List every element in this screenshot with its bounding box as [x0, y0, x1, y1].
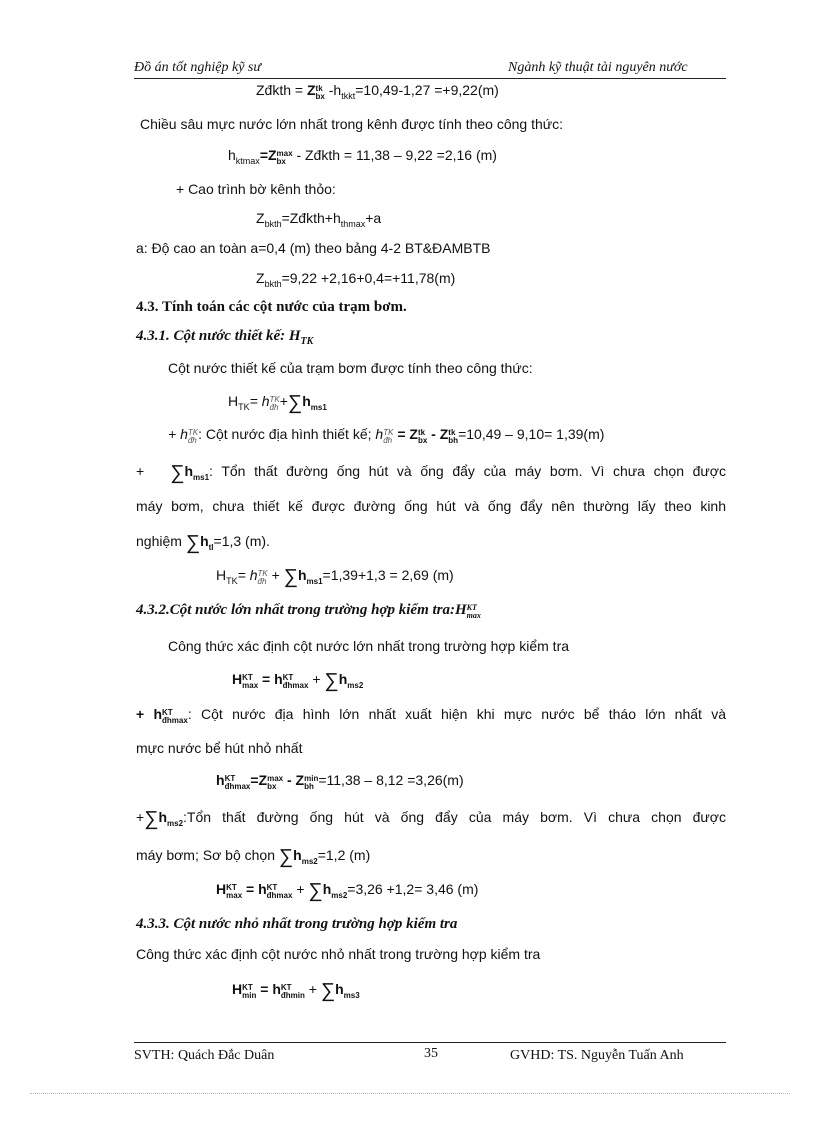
formula-hktmax: $h_{ktmax}=Z$ max bx - Zđkth = 11,38 – 9,22 =2,16 (m): [228, 147, 497, 166]
formula-htk-value: $H_{TK}= h$ TK đh + $\sum h_{ms1}=1,39+1,3 = 2,69$ (m): [216, 566, 454, 588]
sum-icon: ∑: [185, 532, 201, 554]
paragraph-line: mực nước bể hút nhỏ nhất: [136, 740, 303, 756]
formula-hkt-max-value: H KT max = h KT đhmax + $\sum h_{ms2}=3,26 +1,2= 3,46$ (m): [216, 880, 479, 902]
paragraph-line: $+\sum h_{ms2}:Tổn$ thất đường ống hút và ống đẩy của máy bơm. Vì chưa chọn được: [136, 808, 726, 830]
sum-icon: ∑: [320, 980, 336, 1002]
sum-icon: ∑: [324, 670, 339, 692]
paragraph-line: + $\sum h_{ms1}$: Tổn thất đường ống hút và ống đẩy của máy bơm. Vì chưa chọn được: [136, 462, 726, 484]
sum-icon: ∑: [144, 808, 159, 830]
formula-hkt-max: H KT max = h KT đhmax + $\sum h_{ms2}$: [232, 670, 364, 692]
header-right: Ngành kỹ thuật tài nguyên nước: [508, 60, 688, 75]
section-heading-4-3: 4.3. Tính toán các cột nước của trạm bơm.: [136, 299, 407, 315]
paragraph-line: + h KT đhmax : Cột nước địa hình lớn nhất xuất hiện khi mực nước bể tháo lớn nhất và: [136, 706, 726, 725]
paragraph-line: nghiệm $\sum h_{tl}=1,3$ (m).: [136, 532, 270, 554]
sum-icon: ∑: [287, 392, 303, 414]
sum-icon: ∑: [283, 566, 298, 588]
header-rule: [134, 78, 726, 79]
section-heading-4-3-2: 4.3.2.Cột nước lớn nhất trong trường hợp kiểm tra:H KT max: [136, 602, 481, 620]
footer-rule: [134, 1042, 726, 1043]
paragraph-line: Công thức xác định cột nước nhỏ nhất trong trường hợp kiểm tra: [136, 946, 541, 962]
formula-zbkth: $Z_{bkth}=Zđkth+h_{thmax}+a$: [256, 210, 382, 229]
paragraph-line: Công thức xác định cột nước lớn nhất trong trường hợp kiểm tra: [168, 638, 570, 654]
header-left: Đồ án tốt nghiệp kỹ sư: [134, 60, 262, 75]
formula-hdh-tk: + h TK đh : Cột nước địa hình thiết kế; h TK đh = Z tk bx - Z tk bh =10,49 – 9,10= 1,39(m): [168, 426, 605, 445]
paragraph-line: Cột nước thiết kế của trạm bơm được tính theo công thức:: [168, 360, 533, 376]
formula-hkt-dhmax: h KT đhmax =Z max bx - Z min bh =11,38 – 8,12 =3,26(m): [216, 772, 464, 791]
section-heading-4-3-1: 4.3.1. Cột nước thiết kế: $H_{TK}$: [136, 328, 314, 347]
formula-zbkth-value: $Z_{bkth}=9,22 +2,16+0,4=+11,78(m)$: [256, 270, 456, 289]
footer-right: GVHD: TS. Nguyễn Tuấn Anh: [510, 1048, 684, 1063]
paragraph-line: máy bơm, chưa thiết kế được đường ống hút và ống đẩy nên thường lấy theo kinh: [136, 498, 726, 514]
page-number: 35: [424, 1046, 438, 1061]
sum-icon: ∑: [170, 462, 185, 484]
paragraph-line: + Cao trình bờ kênh thỏo:: [176, 181, 336, 197]
sum-icon: ∑: [278, 846, 294, 868]
formula-hkt-min: H KT min = h KT đhmin + $\sum h_{ms3}$: [232, 980, 360, 1002]
paragraph-line: a: Độ cao an toàn a=0,4 (m) theo bảng 4-2 BT&ĐAMBTB: [136, 240, 491, 256]
section-heading-4-3-3: 4.3.3. Cột nước nhỏ nhất trong trường hợp kiểm tra: [136, 916, 458, 932]
formula-htk: $H_{TK}= h$ TK đh $+\sum h_{ms1}$: [228, 392, 327, 414]
footer-left: SVTH: Quách Đắc Duân: [134, 1048, 275, 1063]
page-bottom-divider: [30, 1093, 790, 1094]
formula-zdkth: Zđkth = Z tk bx $-h_{tkkt}=10,49-1,27 =+9,22(m)$: [256, 82, 499, 101]
paragraph-line: Chiều sâu mực nước lớn nhất trong kênh được tính theo công thức:: [140, 116, 564, 132]
sum-icon: ∑: [308, 880, 323, 902]
paragraph-line: máy bơm; Sơ bộ chọn $\sum h_{ms2}=1,2$ (m): [136, 846, 371, 868]
